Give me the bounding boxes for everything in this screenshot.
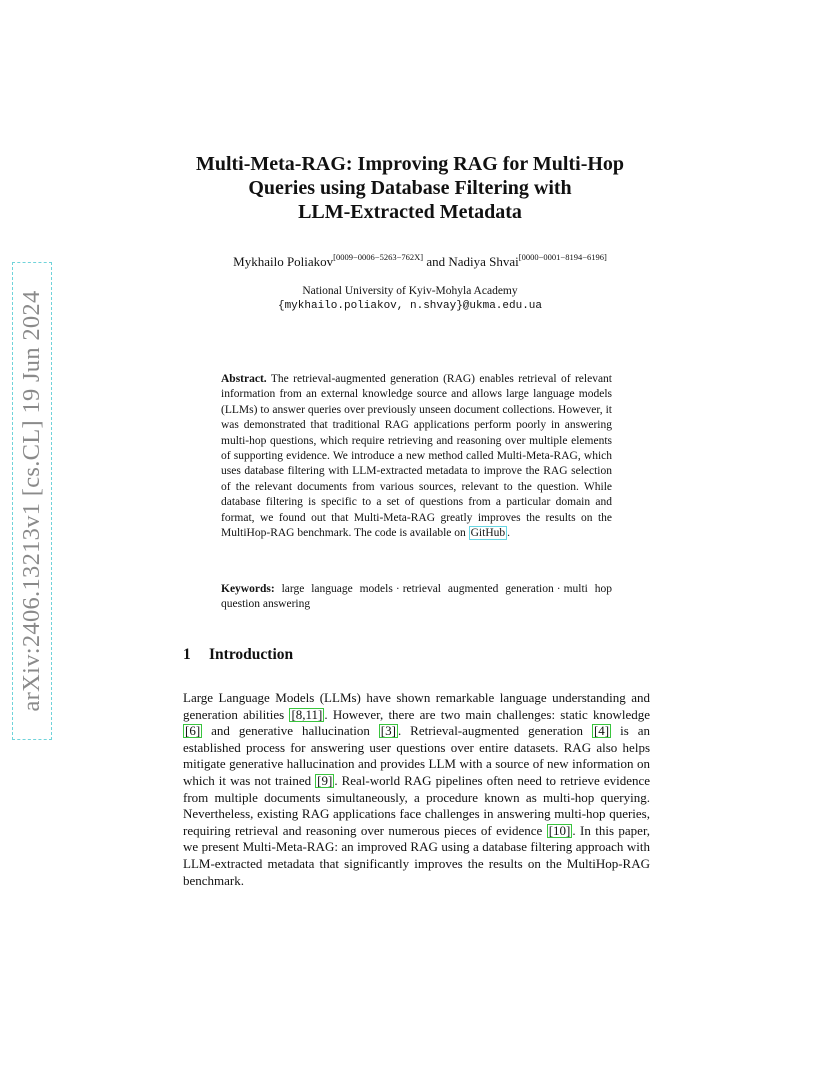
abstract — [221, 372, 612, 541]
citation-link[interactable]: [3] — [380, 723, 396, 739]
intro-text: . Real-world RAG pipelines often need to retrieve evidence from multiple documents simultaneously, a procedure known as multi-hop querying. Nevertheless, existing RAG applications face challenges in answering multi-hop queries, requiring retrieval and reasoning over numerous pieces of evidence — [183, 772, 651, 838]
keyword-item: large language models — [281, 583, 393, 595]
paper-title — [140, 152, 680, 224]
citation-link[interactable]: [9] — [317, 772, 333, 788]
author-name: Mykhailo Poliakov — [233, 254, 334, 269]
keywords-label: Keywords: — [221, 583, 275, 595]
citation-link[interactable]: [10] — [548, 822, 571, 838]
abstract-text: The retrieval-augmented generation (RAG) enables retrieval of relevant information from an external knowledge source and allows large language models (LLMs) to answer queries over previously unseen document collections. However, it was demonstrated that traditional RAG applications perform poorly in answering multi-hop questions, which require retrieving and reasoning over multiple elements of supporting evidence. We introduce a new method called Multi-Meta-RAG, which uses database filtering with LLM-extracted metadata to improve the RAG selection of the relevant documents from various sources, relevant to the question. While database filtering is specific to a set of questions from a particular domain and format, we found out that Multi-Meta-RAG greatly improves the results on the MultiHop-RAG benchmark. The code is available on — [221, 373, 613, 540]
arxiv-identifier: arXiv:2406.13213v1 [cs.CL] 19 Jun 2024 — [18, 290, 45, 712]
title-line: Queries using Database Filtering with — [248, 177, 572, 199]
author-emails: {mykhailo.poliakov, n.shvay}@ukma.edu.ua — [277, 300, 543, 312]
author-name: Nadiya Shvai — [448, 254, 519, 269]
intro-text: . Retrieval-augmented generation — [397, 723, 592, 739]
intro-text: and generative hallucination — [202, 723, 379, 739]
intro-text: . In this paper, we present Multi-Meta-RAG: an improved RAG using a database filtering approach with LLM-extracted metadata that significantly improves the results on the MultiHop-RAG benchmark. — [183, 822, 650, 888]
intro-text: . However, there are two main challenges: static knowledge — [324, 706, 650, 722]
citation-link[interactable]: [6] — [185, 723, 201, 739]
affiliation-block — [140, 284, 680, 314]
abstract-label: Abstract. — [221, 373, 267, 385]
keywords: Keywords: large language models · retrieval augmented generation · multi hop question answering — [221, 583, 613, 611]
arxiv-stamp[interactable] — [12, 262, 52, 740]
citation-link[interactable]: [4] — [593, 723, 610, 739]
title-line: Multi-Meta-RAG: Improving RAG for Multi-Hop — [195, 153, 625, 175]
section-title: Introduction — [209, 646, 294, 663]
intro-paragraph — [183, 690, 650, 889]
section-heading — [183, 646, 293, 664]
affiliation: National University of Kyiv-Mohyla Academy — [302, 285, 518, 297]
author-orcid: [0000−0001−8194−6196] — [518, 252, 607, 262]
section-number: 1 — [183, 646, 191, 663]
keyword-item: retrieval augmented generation — [402, 583, 554, 595]
abstract-end: . — [507, 527, 510, 540]
github-link[interactable]: GitHub — [470, 527, 506, 540]
citation-link[interactable]: [8,11] — [291, 706, 323, 722]
title-line: LLM-Extracted Metadata — [298, 201, 522, 223]
keyword-item: multi hop question answering — [221, 583, 613, 611]
intro-text: is an established process for answering user questions over entire datasets. RAG also helps mitigate generative hallucination and provides LLM with a source of new information on which it was not trained — [183, 723, 650, 788]
author-separator: and — [423, 254, 449, 269]
intro-text: Large Language Models (LLMs) have shown remarkable language understanding and generation abilities — [183, 690, 650, 722]
author-orcid: [0009−0006−5263−762X] — [333, 252, 424, 262]
author-list — [100, 254, 740, 270]
